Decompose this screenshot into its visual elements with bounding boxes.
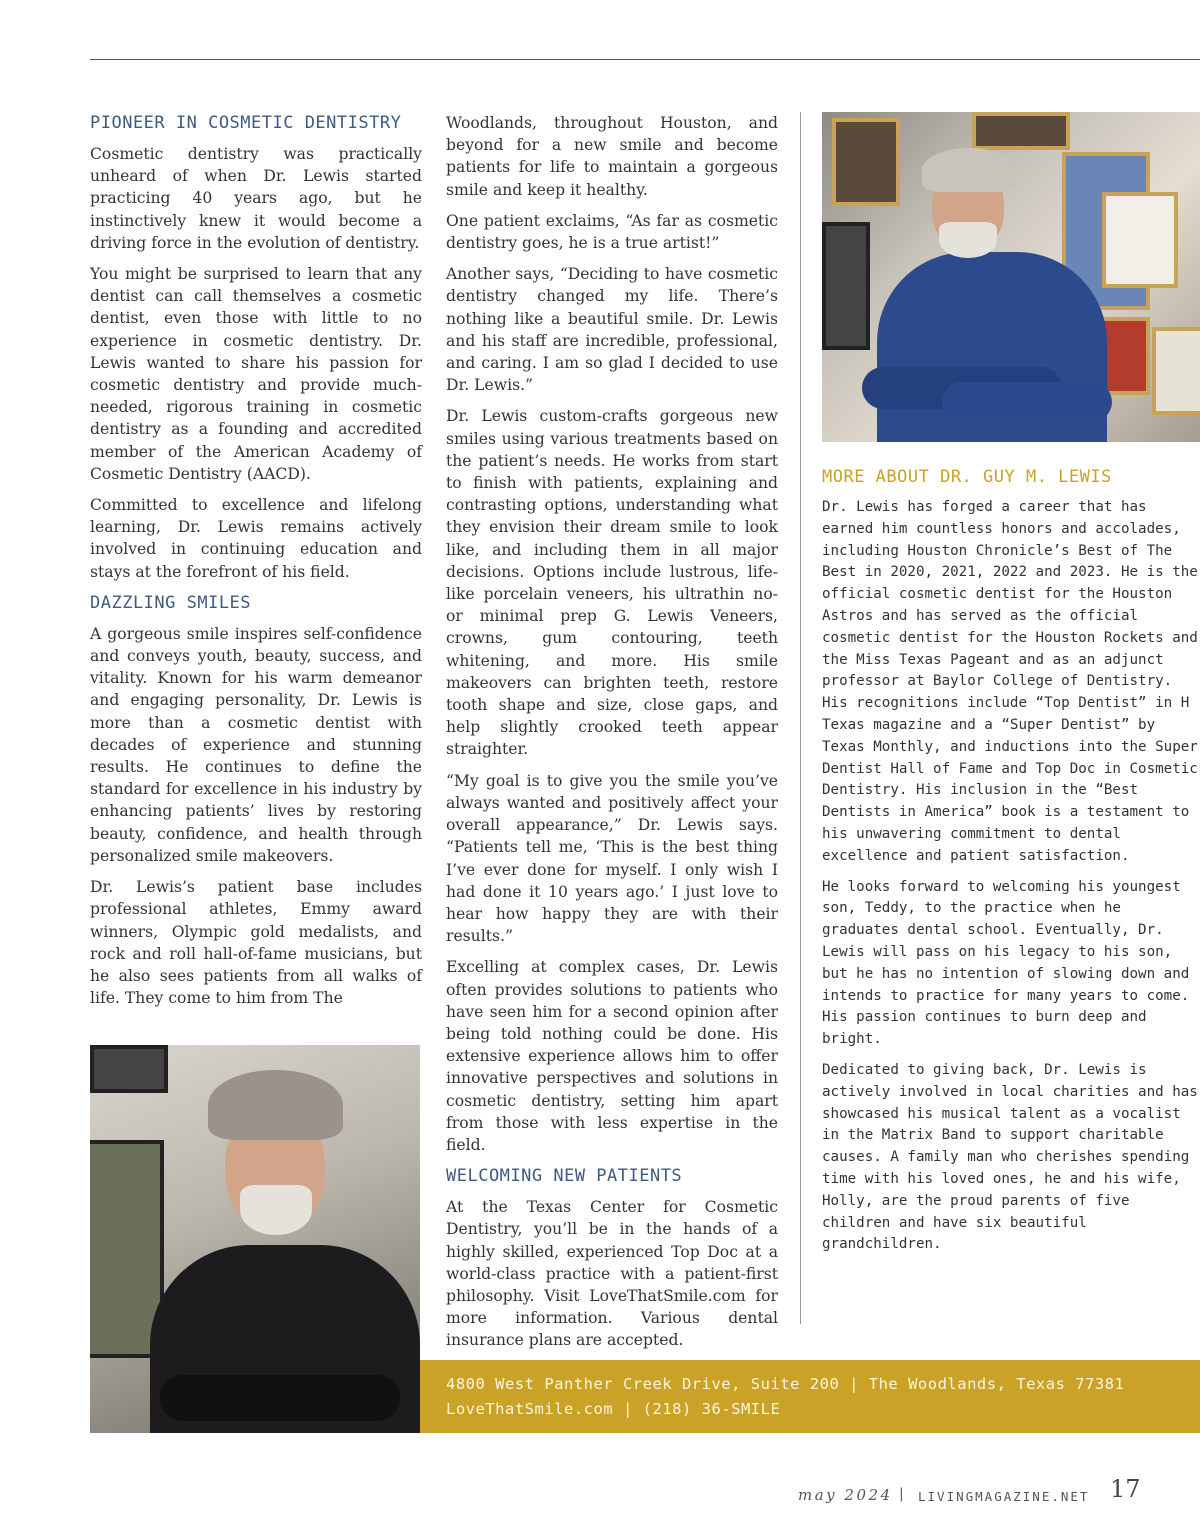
issue-date: may 2024 — [798, 1486, 893, 1504]
paragraph: Woodlands, throughout Houston, and beyond for a new smile and become patients for life to maintain a gorgeous smile and keep it healthy. — [446, 114, 778, 199]
sidebar-paragraph: Dedicated to giving back, Dr. Lewis is actively involved in local charities and has showcased his musical talent as a vocalist in the Matrix Band to support charitable causes. A family man who cherishes spending time with his loved ones, he and his wife, Holly, are the proud parents of five children and have six beautiful grandchildren. — [822, 1061, 1198, 1253]
paragraph: One patient exclaims, “As far as cosmetic dentistry goes, he is a true artist!” — [446, 211, 778, 253]
paragraph: Committed to excellence and lifelong learning, Dr. Lewis remains actively involved in continuing education and stays at the forefront of his field. — [90, 496, 422, 581]
paragraph: Another says, “Deciding to have cosmetic dentistry changed my life. There’s nothing like a beautiful smile. Dr. Lewis and his staff are incredible, professional, and caring. I am so glad I decided to use Dr. Lewis.” — [446, 265, 778, 395]
paragraph: “My goal is to give you the smile you’ve always wanted and positively affect your overall appearance,” Dr. Lewis says. “Patients tell me, ‘This is the best thing I’ve ever done for myself. I only wish I had done it 10 years ago.’ I just love to hear how happy they are with their results.” — [446, 771, 778, 946]
doctor-portrait-photo — [822, 112, 1200, 442]
paragraph: A gorgeous smile inspires self-confidence and conveys youth, beauty, success, and vitality. Known for his warm demeanor and engaging personality, Dr. Lewis is more than a cosmetic dentist with decades of experience and stunning results. He continues to define the standard for excellence in his industry by enhancing patients’ lives by restoring beauty, confidence, and health through personalized smile makeovers. — [90, 624, 422, 865]
magazine-website: LIVINGMAGAZINE.NET — [918, 1489, 1090, 1504]
crossed-arm — [160, 1375, 400, 1421]
wall-frame — [1152, 327, 1200, 415]
paragraph: Cosmetic dentistry was practically unheard of when Dr. Lewis started practicing 40 years ago, but he instinctively knew it would become a driving force in the evolution of dentistry. — [90, 145, 422, 252]
crossed-arm — [942, 382, 1112, 422]
address-text: 4800 West Panther Creek Drive, Suite 200 | The Woodlands, Texas 77381 — [446, 1375, 1125, 1393]
paragraph: You might be surprised to learn that any dentist can call themselves a cosmetic dentist, even those with little to no experience in cosmetic dentistry. Dr. Lewis wanted to share his passion for cosmetic dentistry and provide much-needed, rigorous training in cosmetic dentistry as a founding and accredited member of the American Academy of Cosmetic Dentistry (AACD). — [90, 265, 422, 483]
beard — [939, 222, 997, 258]
contact-banner — [420, 1360, 1200, 1433]
paragraph: Dr. Lewis custom-crafts gorgeous new smiles using various treatments based on the patient’s needs. He works from start to finish with patients, explaining and contrasting options, understanding what they envision their dream smile to look like, and including them in all major decisions. Options include lustrous, life-like porcelain veneers, his ultrathin no- or minimal prep G. Lewis Veneers, crowns, gum contouring, teeth whitening, and more. His smile makeovers can brighten teeth, restore tooth shape and size, close gaps, and help slightly crooked teeth appear straighter. — [446, 407, 778, 759]
wall-frame — [972, 112, 1070, 150]
beard — [240, 1185, 312, 1235]
sidebar-paragraph: He looks forward to welcoming his youngest son, Teddy, to the practice when he graduates dental school. Eventually, Dr. Lewis will pass on his legacy to his son, but he has no intention of slowing down and intends to practice for many years to come. His passion continues to burn deep and bright. — [822, 878, 1190, 1048]
wall-frame — [90, 1045, 168, 1093]
paragraph: At the Texas Center for Cosmetic Dentistry, you’ll be in the hands of a highly skilled, experienced Top Doc at a world-class practice with a patient-first philosophy. Visit LoveThatSmile.com for more information. Various dental insurance plans are accepted. — [446, 1198, 778, 1350]
sidebar-heading: MORE ABOUT DR. GUY M. LEWIS — [822, 467, 1112, 487]
page-number: 17 — [1110, 1475, 1141, 1503]
wall-frame — [822, 222, 870, 350]
paragraph: Excelling at complex cases, Dr. Lewis often provides solutions to patients who have seen him for a second opinion after being told nothing could be done. His extensive experience allows him to offer innovative perspectives and solutions in cosmetic dentistry, setting him apart from those with less expertise in the field. — [446, 958, 778, 1154]
hair — [922, 148, 1016, 192]
section-heading-welcoming: WELCOMING NEW PATIENTS — [446, 1166, 683, 1187]
wall-frame — [832, 118, 900, 206]
wall-frame — [1102, 192, 1178, 288]
hair — [208, 1070, 343, 1140]
column-divider — [800, 112, 801, 1324]
header-rule — [90, 59, 1200, 60]
section-heading-dazzling: DAZZLING SMILES — [90, 592, 252, 613]
website-phone-text: LoveThatSmile.com | (218) 36-SMILE — [446, 1400, 781, 1418]
article-column-1 — [90, 112, 422, 1018]
sidebar-more-about — [822, 466, 1200, 1265]
footer-separator: | — [899, 1486, 904, 1502]
paragraph: Dr. Lewis’s patient base includes professional athletes, Emmy award winners, Olympic gold medalists, and rock and roll hall-of-fame musicians, but he also sees patients from all walks of life. They come to him from The — [90, 878, 422, 1008]
doctor-jacket-photo — [90, 1045, 420, 1433]
article-column-2 — [446, 112, 778, 1361]
section-heading-pioneer: PIONEER IN COSMETIC DENTISTRY — [90, 113, 402, 133]
sidebar-paragraph: Dr. Lewis has forged a career that has earned him countless honors and accolades, including Houston Chronicle’s Best of The Best in 2020, 2021, 2022 and 2023. He is the official cosmetic dentist for the Houston Astros and has served as the official cosmetic dentist for the Houston Rockets and the Miss Texas Pageant and as an adjunct professor at Baylor College of Dentistry. His recognitions include “Top Dentist” in H Texas magazine and a “Super Dentist” by Texas Monthly, and inductions into the Super Dentist Hall of Fame and Top Doc in Cosmetic Dentistry. His inclusion in the “Best Dentists in America” book is a testament to his unwavering commitment to dental excellence and patient satisfaction. — [822, 499, 1198, 864]
